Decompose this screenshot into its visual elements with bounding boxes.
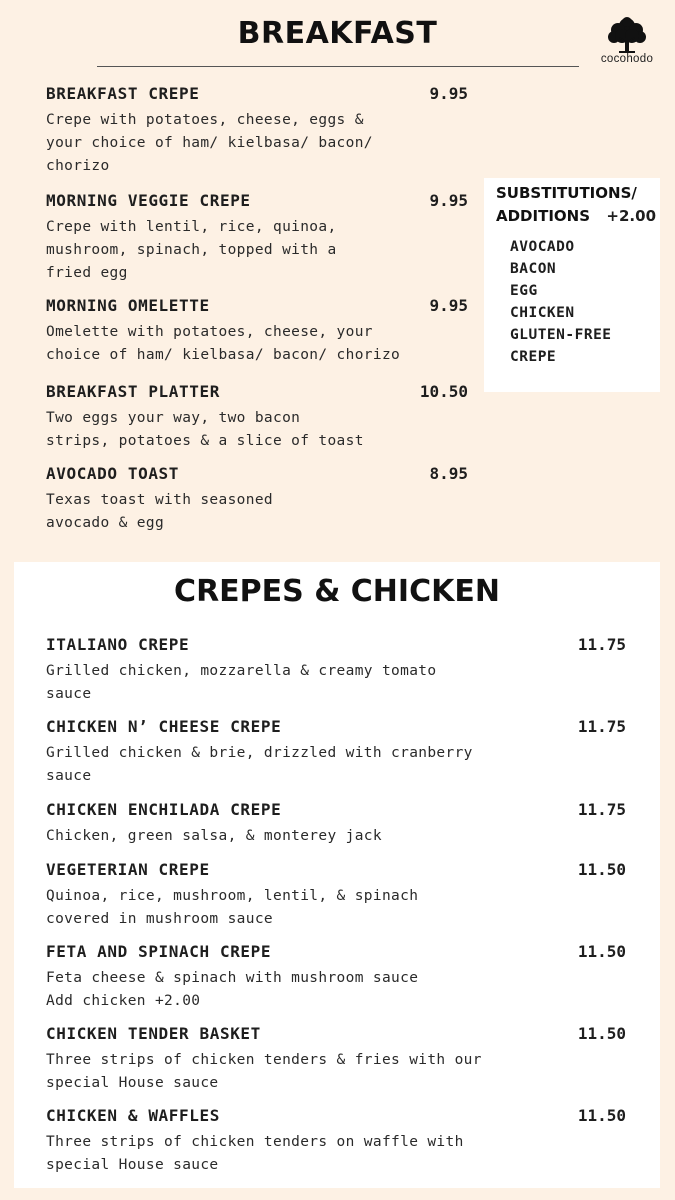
item-name: ITALIANO CREPE xyxy=(46,635,190,654)
item-price: 11.75 xyxy=(577,717,626,736)
logo-text: cocohodo xyxy=(600,53,654,65)
item-name: CHICKEN N’ CHEESE CREPE xyxy=(46,717,282,736)
item-description: Crepe with potatoes, cheese, eggs & your choice of ham/ kielbasa/ bacon/ chorizo xyxy=(46,112,373,174)
tree-icon xyxy=(607,16,647,54)
brand-logo xyxy=(592,16,662,65)
item-price: 10.50 xyxy=(419,382,468,401)
substitutions-price: +2.00 xyxy=(606,207,656,225)
item-description: Chicken, green salsa, & monterey jack xyxy=(46,828,382,844)
item-description: Grilled chicken, mozzarella & creamy tomato sauce xyxy=(46,663,437,702)
item-description: Grilled chicken & brie, drizzled with cranberry sauce xyxy=(46,745,473,784)
crepes-title: CREPES & CHICKEN xyxy=(174,574,500,609)
list-item: CREPE xyxy=(510,349,557,365)
item-price: 11.50 xyxy=(577,860,626,879)
item-price: 9.95 xyxy=(429,296,468,315)
item-price: 11.75 xyxy=(577,635,626,654)
item-name: FETA AND SPINACH CREPE xyxy=(46,942,272,961)
item-price: 11.50 xyxy=(577,1024,626,1043)
item-price: 8.95 xyxy=(429,464,468,483)
item-description: Omelette with potatoes, cheese, your choice of ham/ kielbasa/ bacon/ chorizo xyxy=(46,324,401,363)
item-price: 11.75 xyxy=(577,800,626,819)
substitutions-box xyxy=(484,178,660,392)
item-price: 9.95 xyxy=(429,191,468,210)
crepes-panel xyxy=(14,562,660,1188)
item-price: 11.50 xyxy=(577,1106,626,1125)
item-name: BREAKFAST CREPE xyxy=(46,84,200,103)
item-description: Quinoa, rice, mushroom, lentil, & spinach covered in mushroom sauce xyxy=(46,888,419,927)
item-price: 9.95 xyxy=(429,84,468,103)
item-description: Texas toast with seasoned avocado & egg xyxy=(46,492,273,531)
item-description: Three strips of chicken tenders on waffle with special House sauce xyxy=(46,1134,464,1173)
substitutions-title: SUBSTITUTIONS/ ADDITIONS xyxy=(496,184,637,225)
item-name: MORNING OMELETTE xyxy=(46,296,210,315)
list-item: EGG xyxy=(510,283,538,299)
list-item: GLUTEN-FREE xyxy=(510,327,612,343)
breakfast-title: BREAKFAST xyxy=(237,16,438,51)
list-item: AVOCADO xyxy=(510,239,575,255)
item-description: Two eggs your way, two bacon strips, potatoes & a slice of toast xyxy=(46,410,364,449)
title-divider xyxy=(97,66,579,67)
item-description: Three strips of chicken tenders & fries with our special House sauce xyxy=(46,1052,482,1091)
item-name: MORNING VEGGIE CREPE xyxy=(46,191,251,210)
item-description: Feta cheese & spinach with mushroom sauce Add chicken +2.00 xyxy=(46,970,419,1009)
list-item: CHICKEN xyxy=(510,305,575,321)
item-price: 11.50 xyxy=(577,942,626,961)
item-name: CHICKEN & WAFFLES xyxy=(46,1106,220,1125)
item-name: AVOCADO TOAST xyxy=(46,464,180,483)
item-name: CHICKEN TENDER BASKET xyxy=(46,1024,261,1043)
item-name: CHICKEN ENCHILADA CREPE xyxy=(46,800,282,819)
item-description: Crepe with lentil, rice, quinoa, mushroom, spinach, topped with a fried egg xyxy=(46,219,337,281)
substitutions-list xyxy=(510,236,612,368)
item-name: VEGETERIAN CREPE xyxy=(46,860,210,879)
list-item: BACON xyxy=(510,261,557,277)
item-name: BREAKFAST PLATTER xyxy=(46,382,220,401)
